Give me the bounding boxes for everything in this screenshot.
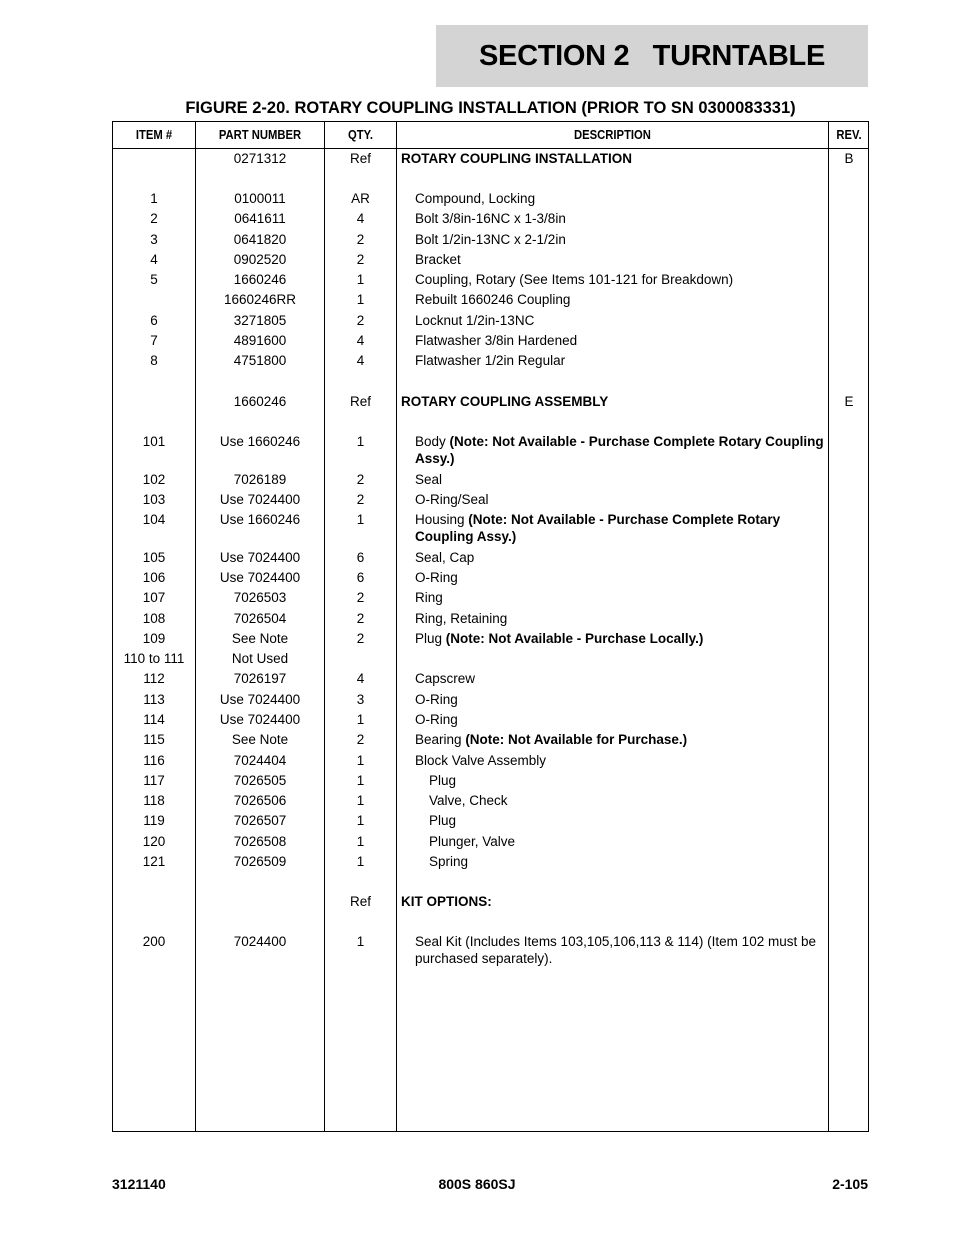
description-text: Block Valve Assembly <box>415 753 547 768</box>
figure-title: FIGURE 2-20. ROTARY COUPLING INSTALLATION (PRIOR TO SN 0300083331) <box>185 99 796 117</box>
item-number: 115 <box>143 732 165 747</box>
part-number: Not Used <box>231 651 289 666</box>
item-number: 114 <box>143 712 165 727</box>
quantity: 2 <box>356 631 365 646</box>
column-header-rev: REV. <box>836 128 862 142</box>
description <box>401 549 841 566</box>
item-number: 200 <box>142 934 166 949</box>
section-name: TURNTABLE <box>652 39 826 72</box>
item-number: 108 <box>142 611 166 626</box>
description <box>401 312 841 329</box>
description <box>401 792 855 809</box>
description-text: Seal Kit (Includes Items 103,105,106,113 & 114) (Item 102 must be purchased separately). <box>415 934 816 966</box>
description <box>401 670 841 687</box>
quantity: 1 <box>356 272 365 287</box>
quantity: 1 <box>356 292 365 307</box>
description <box>401 210 841 227</box>
part-number: 7026505 <box>233 773 287 788</box>
description-text: Seal, Cap <box>415 550 475 565</box>
description <box>401 291 841 308</box>
part-number: 0641820 <box>233 232 287 247</box>
item-number: 6 <box>150 313 158 328</box>
description <box>401 352 841 369</box>
item-number: 118 <box>143 793 165 808</box>
model-name: 800S 860SJ <box>438 1176 516 1192</box>
description <box>401 630 841 647</box>
description-text: Body <box>415 434 446 449</box>
part-number: Use 7024400 <box>219 570 301 585</box>
part-number: Use 7024400 <box>219 550 301 565</box>
quantity: 1 <box>356 934 365 949</box>
description-text: Rebuilt 1660246 Coupling <box>415 292 571 307</box>
description <box>401 190 841 207</box>
description-text: Spring <box>429 854 469 869</box>
column-header-item: ITEM # <box>135 128 173 142</box>
part-number: See Note <box>231 631 289 646</box>
part-number: 7026197 <box>233 671 287 686</box>
description-text: Locknut 1/2in-13NC <box>415 313 535 328</box>
item-number: 8 <box>150 353 158 368</box>
quantity: 4 <box>356 671 365 686</box>
description-text: ROTARY COUPLING INSTALLATION <box>401 151 632 166</box>
description-text: Ring, Retaining <box>415 611 508 626</box>
item-number: 113 <box>143 692 165 707</box>
quantity: 1 <box>356 712 365 727</box>
description-text: Plug <box>415 631 443 646</box>
description-text: Bracket <box>415 252 461 267</box>
column-divider <box>396 122 397 1131</box>
description <box>401 752 841 769</box>
part-number: Use 7024400 <box>219 692 301 707</box>
revision: E <box>844 394 854 409</box>
quantity: 1 <box>356 854 365 869</box>
quantity: 1 <box>356 773 365 788</box>
description-note: (Note: Not Available - Purchase Locally.) <box>445 631 704 646</box>
description-text: Flatwasher 3/8in Hardened <box>415 333 578 348</box>
description-text: Seal <box>415 472 443 487</box>
part-number: 0100011 <box>234 191 286 206</box>
quantity: 2 <box>356 590 365 605</box>
doc-number: 3121140 <box>112 1176 166 1192</box>
part-number: Use 1660246 <box>219 434 301 449</box>
item-number: 103 <box>142 492 166 507</box>
item-number: 4 <box>150 252 158 267</box>
description-text: O-Ring <box>415 692 458 707</box>
description-text: Housing <box>415 512 465 527</box>
part-number: 7026506 <box>233 793 287 808</box>
description <box>401 711 841 728</box>
page-number: 2-105 <box>832 1176 868 1192</box>
description-text: Bearing <box>415 732 462 747</box>
quantity: 4 <box>356 333 365 348</box>
item-number: 116 <box>143 753 165 768</box>
item-number: 121 <box>142 854 166 869</box>
description <box>401 271 841 288</box>
description-text: Plunger, Valve <box>429 834 516 849</box>
quantity: 1 <box>356 793 365 808</box>
description <box>401 569 841 586</box>
column-header-qty: QTY. <box>347 128 374 142</box>
part-number: 7026508 <box>233 834 287 849</box>
description <box>401 150 827 167</box>
item-number: 106 <box>142 570 166 585</box>
description-text: Ring <box>415 590 443 605</box>
quantity: 2 <box>356 732 365 747</box>
item-number: 119 <box>143 813 165 828</box>
item-number: 109 <box>142 631 166 646</box>
parts-table <box>112 121 869 1132</box>
part-number: Use 7024400 <box>219 712 301 727</box>
quantity: Ref <box>349 151 371 166</box>
part-number: 1660246 <box>233 394 287 409</box>
description <box>401 833 855 850</box>
description <box>401 933 841 967</box>
column-header-description: DESCRIPTION <box>574 128 651 142</box>
description-note: (Note: Not Available for Purchase.) <box>465 732 688 747</box>
item-number: 107 <box>142 590 166 605</box>
description <box>401 332 841 349</box>
quantity: 1 <box>356 753 365 768</box>
description <box>401 491 841 508</box>
quantity: 6 <box>356 550 365 565</box>
part-number: 1660246RR <box>223 292 297 307</box>
item-number: 7 <box>150 333 158 348</box>
quantity: 2 <box>356 492 365 507</box>
part-number: 4891600 <box>233 333 287 348</box>
quantity: 3 <box>356 692 365 707</box>
quantity: 1 <box>356 813 365 828</box>
description-text: Compound, Locking <box>415 191 536 206</box>
item-number: 110 to 111 <box>123 651 185 666</box>
part-number: 7024400 <box>233 934 287 949</box>
description <box>401 231 841 248</box>
item-number: 105 <box>142 550 166 565</box>
quantity: 6 <box>356 570 365 585</box>
description-text: KIT OPTIONS: <box>401 894 492 909</box>
section-label: SECTION 2 <box>478 39 630 72</box>
part-number: Use 1660246 <box>219 512 301 527</box>
description <box>401 731 841 748</box>
quantity: 4 <box>356 211 365 226</box>
quantity: 2 <box>356 472 365 487</box>
item-number: 5 <box>150 272 158 287</box>
part-number: 0902520 <box>233 252 287 267</box>
description <box>401 471 841 488</box>
description <box>401 589 841 606</box>
description <box>401 511 841 545</box>
description-text: Bolt 1/2in-13NC x 2-1/2in <box>415 232 566 247</box>
quantity: AR <box>351 191 370 206</box>
item-number: 120 <box>142 834 166 849</box>
quantity: 1 <box>356 834 365 849</box>
quantity: 4 <box>356 353 365 368</box>
description <box>401 393 827 410</box>
item-number: 117 <box>143 773 165 788</box>
part-number: 3271805 <box>233 313 287 328</box>
item-number: 101 <box>142 434 166 449</box>
item-number: 2 <box>150 211 158 226</box>
description-text: Bolt 3/8in-16NC x 1-3/8in <box>415 211 566 226</box>
description-text: ROTARY COUPLING ASSEMBLY <box>401 394 609 409</box>
item-number: 104 <box>142 512 166 527</box>
quantity: Ref <box>349 894 371 909</box>
description-note: (Note: Not Available - Purchase Complete Rotary Coupling Assy.) <box>415 512 781 544</box>
description <box>401 610 841 627</box>
section-header <box>436 25 868 87</box>
description-text: O-Ring <box>415 712 458 727</box>
item-number: 102 <box>142 472 166 487</box>
item-number: 3 <box>150 232 158 247</box>
description <box>401 772 855 789</box>
revision: B <box>844 151 854 166</box>
quantity: 2 <box>356 611 365 626</box>
quantity: 1 <box>356 512 365 527</box>
quantity: 2 <box>356 252 365 267</box>
description <box>401 853 855 870</box>
part-number: 7026189 <box>233 472 287 487</box>
column-header-part-number: PART NUMBER <box>218 128 302 142</box>
part-number: Use 7024400 <box>219 492 301 507</box>
description <box>401 433 841 467</box>
description-text: Plug <box>429 773 457 788</box>
part-number: 7026503 <box>233 590 287 605</box>
item-number: 112 <box>143 671 165 686</box>
part-number: 7026504 <box>233 611 287 626</box>
description-text: Capscrew <box>415 671 476 686</box>
quantity: Ref <box>349 394 371 409</box>
part-number: 1660246 <box>233 272 287 287</box>
part-number: 0641611 <box>234 211 286 226</box>
description <box>401 251 841 268</box>
part-number: 7026509 <box>233 854 287 869</box>
part-number: 7024404 <box>233 753 287 768</box>
description-text: O-Ring/Seal <box>415 492 489 507</box>
description-text: Plug <box>429 813 457 828</box>
part-number: 0271312 <box>233 151 287 166</box>
description <box>401 893 827 910</box>
item-number: 1 <box>150 191 158 206</box>
header-divider <box>113 148 868 149</box>
description <box>401 691 841 708</box>
description-text: Valve, Check <box>429 793 508 808</box>
quantity: 2 <box>356 313 365 328</box>
description-note: (Note: Not Available - Purchase Complete Rotary Coupling Assy.) <box>415 434 824 466</box>
part-number: 4751800 <box>233 353 287 368</box>
part-number: 7026507 <box>233 813 287 828</box>
quantity: 2 <box>356 232 365 247</box>
part-number: See Note <box>231 732 289 747</box>
description <box>401 812 855 829</box>
description-text: O-Ring <box>415 570 458 585</box>
description-text: Flatwasher 1/2in Regular <box>415 353 566 368</box>
quantity: 1 <box>356 434 365 449</box>
description-text: Coupling, Rotary (See Items 101-121 for Breakdown) <box>415 272 734 287</box>
